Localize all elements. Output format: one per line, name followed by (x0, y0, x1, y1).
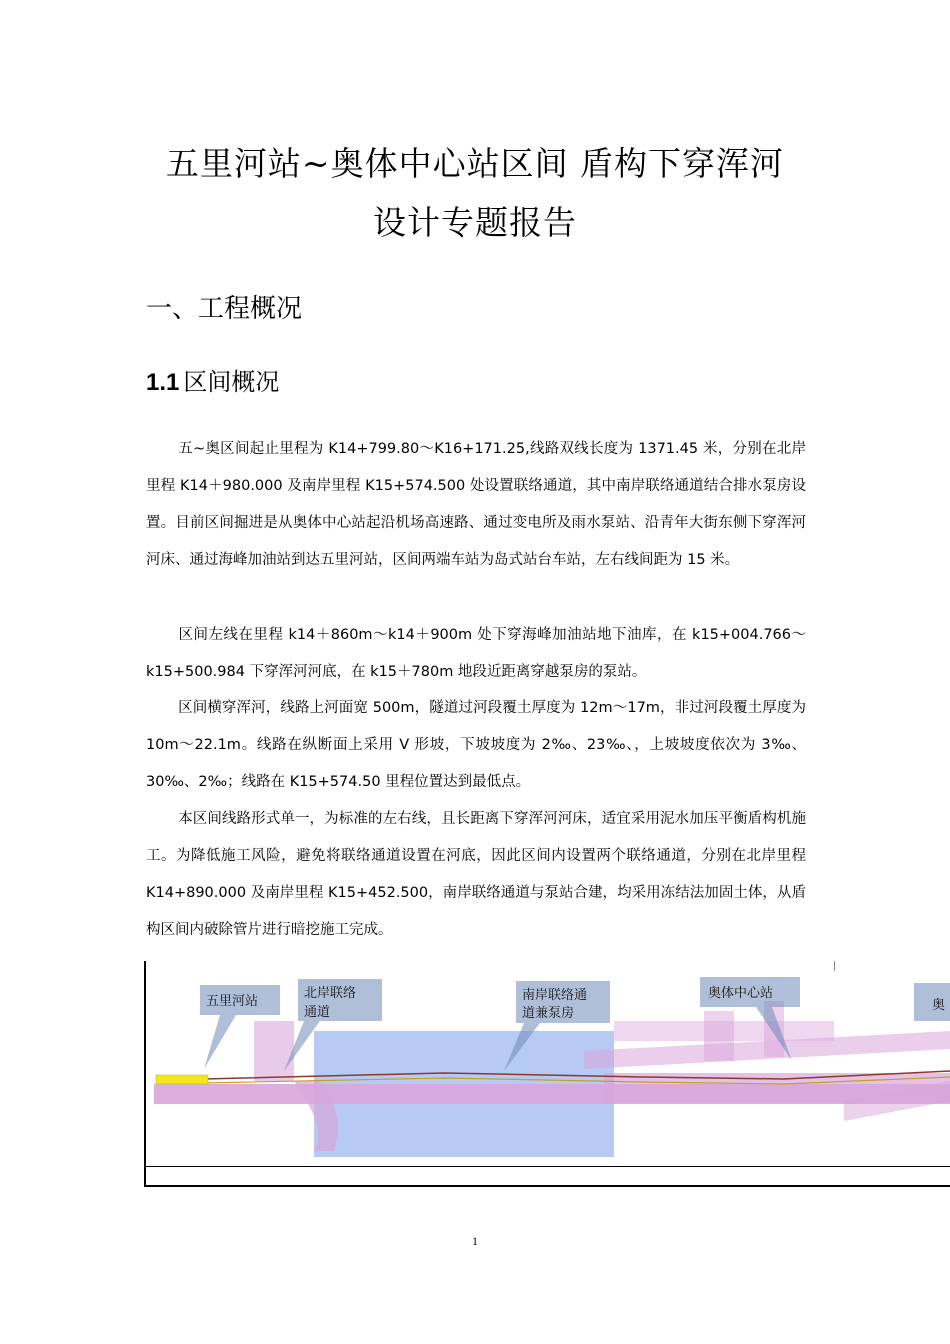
paragraph-text: 区间横穿浑河，线路上河面宽 500m，隧道过河段覆土厚度为 12m～17m，非过河段覆土厚度为 10m～22.1m。线路在纵断面上采用 V 形坡，下坡坡度为 2‰、23‰、，上坡坡度依次为 3‰、30‰、2‰；线路在 K15+574.50 里程位置达到最低点。 (146, 700, 806, 790)
route-plan-figure (144, 961, 950, 1187)
callout-pointer (204, 1015, 236, 1069)
document-title-line1: 五里河站~奥体中心站区间 盾构下穿浑河 (165, 144, 785, 183)
callout-aoti: 奥体中心站 (708, 986, 774, 1001)
section-heading: 一、工程概况 (146, 294, 303, 324)
paragraph (146, 617, 806, 691)
road (254, 1021, 294, 1081)
subsection-heading (146, 362, 279, 397)
document-title-line2: 设计专题报告 (373, 203, 577, 242)
callout-aoti-partial: 奥 (932, 998, 946, 1013)
paragraph (146, 431, 806, 579)
callout-wulihe: 五里河站 (206, 994, 259, 1009)
callout-north-link-1: 北岸联络 (304, 986, 357, 1001)
paragraph (146, 801, 806, 949)
page-number: 1 (472, 1234, 478, 1248)
paragraph-text: 本区间线路形式单一，为标准的左右线，且长距离下穿浑河河床，适宜采用泥水加压平衡盾构机施工。为降低施工风险，避免将联络通道设置在河底，因此区间内设置两个联络通道，分别在北岸里程 K14+890.000 及南岸里程 K15+452.500，南岸联络通道与泵站合建，均采用冻结法加固土体，从盾构区间内破除管片进行暗挖施工完成。 (146, 811, 806, 938)
callout-south-link-2: 道兼泵房 (522, 1006, 575, 1021)
callout-south-link-1: 南岸联络通 (522, 988, 588, 1003)
road (704, 1011, 734, 1061)
subsection-label: 区间概况 (183, 368, 280, 396)
paragraph (146, 690, 806, 801)
callout-north-link-2: 通道 (304, 1005, 331, 1020)
station-mark (156, 1075, 208, 1084)
paragraph-text: 五~奥区间起止里程为 K14+799.80～K16+171.25,线路双线长度为 1371.45 米，分别在北岸里程 K14＋980.000 及南岸里程 K15+574.500 处设置联络通道，其中南岸联络通道结合排水泵房设置。目前区间掘进是从奥体中心站起沿机场高速路、通过变电所及雨水泵站、沿青年大街东侧下穿浑河河床、通过海峰加油站到达五里河站，区间两端车站为岛式站台车站，左右线间距为 15 米。 (146, 441, 806, 568)
paragraph-text: 区间左线在里程 k14＋860m～k14＋900m 处下穿海峰加油站地下油库，在 k15+004.766～k15+500.984 下穿浑河河底，在 k15＋780m 地段近距离穿越泵房的泵站。 (146, 627, 806, 680)
route-plan-map (144, 961, 950, 1187)
subsection-number: 1.1 (146, 369, 180, 396)
